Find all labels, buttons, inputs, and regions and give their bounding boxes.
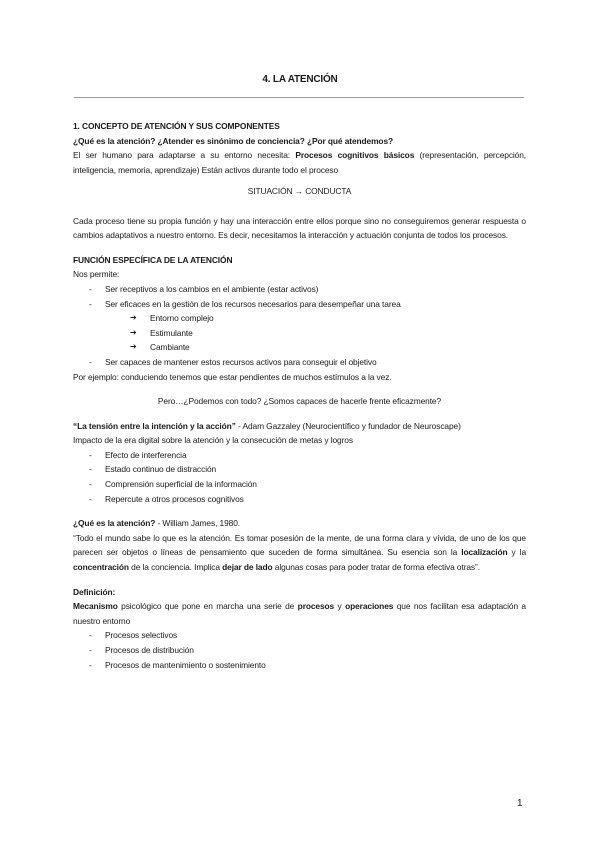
intro-text-a: El ser humano para adaptarse a su entorno necesita:: [73, 150, 296, 161]
definition-text: y: [334, 601, 346, 612]
list-item: - Ser eficaces en la gestión de los recursos necesarios para desempeñar una tarea: [73, 297, 526, 312]
document-body: [73, 119, 526, 672]
definition-paragraph: [73, 599, 526, 628]
james-quote: [73, 531, 526, 575]
tension-quote-author: - Adam Gazzaley (Neurocientífico y fundador de Neuroscape): [235, 420, 461, 431]
quote-text: “Todo el mundo sabe lo que es la atención. Es tomar posesión de la mente, de una forma clara y vívida, de uno de los que parecen ser objetos o líneas de pensamiento que suceden de forma simultánea. Su esencia son la: [73, 532, 526, 558]
definition-heading-text: Definición:: [73, 586, 116, 597]
function-question: Pero…¿Podemos con todo? ¿Somos capaces de hacerle frente eficazmente?: [157, 396, 442, 407]
arrow-right-icon: ➔: [130, 313, 137, 323]
list-item: - Procesos de mantenimiento o sostenimiento: [73, 658, 526, 673]
section-question: [73, 134, 526, 149]
subitem-text: Cambiante: [150, 342, 190, 353]
list-item: - Ser capaces de mantener estos recursos activos para conseguir el objetivo: [73, 355, 526, 370]
definition-text: que nos facilitan esa adaptación a nuestro entorno: [73, 601, 526, 626]
process-paragraph: Cada proceso tiene su propia función y hay una interacción entre ellos porque sino no conseguiremos generar respuesta o cambios adaptativos a nuestro entorno. Es decir, necesitamos la interacción y actuación conjunta de todos los procesos.: [73, 215, 526, 241]
tension-quote-bold: “La tensión entre la intención y la acción”: [73, 420, 236, 431]
intro-paragraph: [73, 148, 526, 177]
subitem-text: Estimulante: [150, 327, 193, 338]
list-item: [73, 326, 526, 341]
subitem-text: Entorno complejo: [150, 313, 214, 324]
page-title: 4. LA ATENCIÓN: [262, 74, 338, 85]
tension-quote: [73, 419, 526, 434]
quote-bold: dejar de lado: [222, 562, 273, 573]
arrow-right-icon: ➔: [130, 327, 137, 337]
definition-heading: [73, 585, 526, 600]
quote-bold: localización: [461, 547, 508, 558]
tension-list: [73, 448, 526, 506]
james-question: [73, 516, 526, 531]
list-item: - Comprensión superficial de la información: [73, 477, 526, 492]
quote-text: y la: [507, 547, 526, 558]
list-item: - Repercute a otros procesos cognitivos: [73, 492, 526, 507]
function-heading-text: FUNCIÓN ESPECÍFICA DE LA ATENCIÓN: [73, 254, 233, 265]
section-question-text: ¿Qué es la atención? ¿Atender es sinónimo de conciencia? ¿Por qué atendemos?: [73, 135, 394, 146]
situation-line: SITUACIÓN → CONDUCTA: [247, 186, 352, 197]
definition-text: psicológico que pone en marcha una serie de: [117, 601, 298, 612]
james-question-bold: ¿Qué es la atención?: [73, 518, 156, 529]
quote-bold: concentración: [73, 562, 129, 573]
tension-impact: Impacto de la era digital sobre la atención y la consecución de metas y logros: [73, 435, 353, 446]
intro-text-b: (representación, percepción, inteligencia, memoria, aprendizaje) Están activos durante todo el proceso: [73, 150, 527, 175]
list-item: - Efecto de interferencia: [73, 448, 526, 463]
list-item: [73, 340, 526, 355]
definition-bold: procesos: [297, 601, 335, 612]
james-question-author: - William James, 1980.: [155, 518, 240, 529]
section-heading-text: 1. CONCEPTO DE ATENCIÓN Y SUS COMPONENTES: [73, 121, 280, 131]
arrow-right-icon: ➔: [130, 342, 137, 352]
list-item: - Ser receptivos a los cambios en el ambiente (estar activos): [73, 282, 526, 297]
quote-text: algunas cosas para poder tratar de forma efectiva otras”.: [272, 562, 480, 573]
definition-bold: operaciones: [345, 601, 394, 612]
definition-list: [73, 628, 526, 672]
function-lead: Nos permite:: [73, 269, 120, 280]
example-line: Por ejemplo: conduciendo tenemos que estar pendientes de muchos estímulos a la vez.: [73, 371, 392, 382]
list-item: - Procesos de distribución: [73, 643, 526, 658]
list-item: [73, 311, 526, 326]
section-heading: [73, 119, 526, 134]
page-number: 1: [517, 798, 523, 809]
list-item: - Estado continuo de distracción: [73, 462, 526, 477]
definition-bold: Mecanismo: [73, 601, 118, 612]
function-list-continued: [73, 355, 526, 370]
function-sublist: [73, 311, 526, 355]
quote-text: de la conciencia. Implica: [128, 562, 223, 573]
function-heading: [73, 253, 526, 268]
intro-bold-text: Procesos cognitivos básicos: [295, 150, 415, 161]
title-divider: [74, 97, 524, 98]
list-item: - Procesos selectivos: [73, 628, 526, 643]
function-list: [73, 282, 526, 311]
